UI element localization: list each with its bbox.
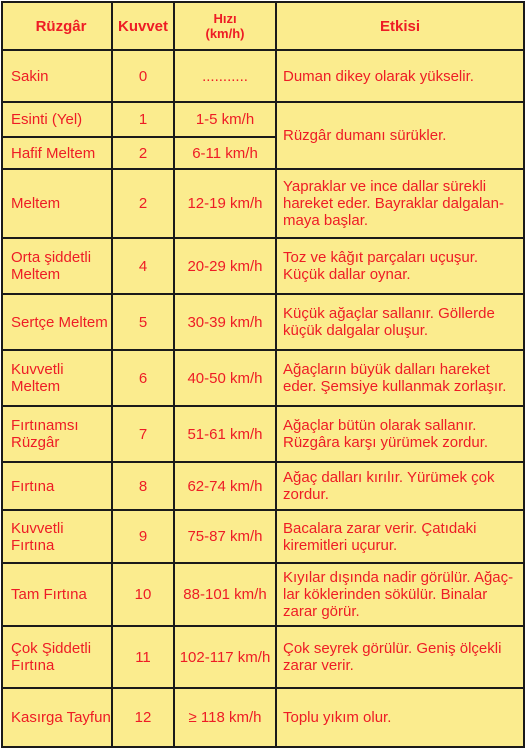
header-name: Rüzgâr bbox=[3, 3, 112, 50]
row-speed: ........... bbox=[174, 50, 276, 102]
row-force: 2 bbox=[112, 137, 174, 169]
table-row bbox=[3, 238, 523, 294]
row-name: Kuvvetli Meltem bbox=[3, 350, 112, 406]
row-force: 0 bbox=[112, 50, 174, 102]
row-force: 4 bbox=[112, 238, 174, 294]
row-force: 9 bbox=[112, 510, 174, 563]
table-row bbox=[3, 169, 523, 238]
row-effect: Yapraklar ve ince dallar sürekli hareket eder. Bayraklar dalgalan- maya başlar. bbox=[276, 169, 523, 238]
table-row bbox=[3, 510, 523, 563]
row-name: Sertçe Meltem bbox=[3, 294, 112, 350]
row-name: Çok Şiddetli Fırtına bbox=[3, 626, 112, 688]
row-force: 6 bbox=[112, 350, 174, 406]
row-speed: 40-50 km/h bbox=[174, 350, 276, 406]
header-effect: Etkisi bbox=[276, 3, 523, 50]
table-row bbox=[3, 102, 523, 137]
table-row bbox=[3, 50, 523, 102]
table-row bbox=[3, 294, 523, 350]
row-force: 1 bbox=[112, 102, 174, 137]
row-force: 12 bbox=[112, 688, 174, 746]
row-speed: 88-101 km/h bbox=[174, 563, 276, 626]
row-name: Kuvvetli Fırtına bbox=[3, 510, 112, 563]
row-force: 11 bbox=[112, 626, 174, 688]
row-effect: Kıyılar dışında nadir görülür. Ağaç- lar köklerinden sökülür. Binalar zarar görür. bbox=[276, 563, 523, 626]
row-effect: Toz ve kâğıt parçaları uçuşur. Küçük dallar oynar. bbox=[276, 238, 523, 294]
row-speed: ≥ 118 km/h bbox=[174, 688, 276, 746]
row-speed: 6-11 km/h bbox=[174, 137, 276, 169]
row-force: 2 bbox=[112, 169, 174, 238]
row-effect: Bacalara zarar verir. Çatıdaki kiremitleri uçurur. bbox=[276, 510, 523, 563]
row-force: 5 bbox=[112, 294, 174, 350]
row-speed: 75-87 km/h bbox=[174, 510, 276, 563]
row-name: Meltem bbox=[3, 169, 112, 238]
row-force: 7 bbox=[112, 406, 174, 462]
row-effect: Duman dikey olarak yükselir. bbox=[276, 50, 523, 102]
row-force: 8 bbox=[112, 462, 174, 510]
row-speed: 102-117 km/h bbox=[174, 626, 276, 688]
row-speed: 12-19 km/h bbox=[174, 169, 276, 238]
row-speed: 1-5 km/h bbox=[174, 102, 276, 137]
header-speed bbox=[174, 3, 276, 50]
row-effect: Ağaçlar bütün olarak sallanır. Rüzgâra karşı yürümek zordur. bbox=[276, 406, 523, 462]
header-row bbox=[3, 3, 523, 50]
row-name: Orta şiddetli Meltem bbox=[3, 238, 112, 294]
row-effect: Ağaç dalları kırılır. Yürümek çok zordur. bbox=[276, 462, 523, 510]
row-speed: 62-74 km/h bbox=[174, 462, 276, 510]
row-name: Fırtınamsı Rüzgâr bbox=[3, 406, 112, 462]
row-speed: 20-29 km/h bbox=[174, 238, 276, 294]
row-name: Esinti (Yel) bbox=[3, 102, 112, 137]
wind-scale-table-frame bbox=[1, 1, 525, 748]
row-effect: Çok seyrek görülür. Geniş ölçekli zarar verir. bbox=[276, 626, 523, 688]
table-row bbox=[3, 688, 523, 746]
row-effect: Ağaçların büyük dalları hareket eder. Şemsiye kullanmak zorlaşır. bbox=[276, 350, 523, 406]
table-row bbox=[3, 462, 523, 510]
table-row bbox=[3, 563, 523, 626]
row-name: Sakin bbox=[3, 50, 112, 102]
row-effect: Rüzgâr dumanı sürükler. bbox=[276, 102, 523, 169]
table-row bbox=[3, 406, 523, 462]
row-name: Tam Fırtına bbox=[3, 563, 112, 626]
row-speed: 30-39 km/h bbox=[174, 294, 276, 350]
row-name: Kasırga Tayfun bbox=[3, 688, 112, 746]
row-effect: Küçük ağaçlar sallanır. Göllerde küçük dalgalar oluşur. bbox=[276, 294, 523, 350]
row-name: Hafif Meltem bbox=[3, 137, 112, 169]
header-force: Kuvvet bbox=[112, 3, 174, 50]
wind-scale-table bbox=[3, 3, 523, 746]
row-name: Fırtına bbox=[3, 462, 112, 510]
header-speed-line2: (km/h) bbox=[205, 26, 245, 41]
row-force: 10 bbox=[112, 563, 174, 626]
row-effect: Toplu yıkım olur. bbox=[276, 688, 523, 746]
table-row bbox=[3, 350, 523, 406]
table-row bbox=[3, 626, 523, 688]
row-speed: 51-61 km/h bbox=[174, 406, 276, 462]
header-speed-line1: Hızı bbox=[213, 11, 237, 26]
